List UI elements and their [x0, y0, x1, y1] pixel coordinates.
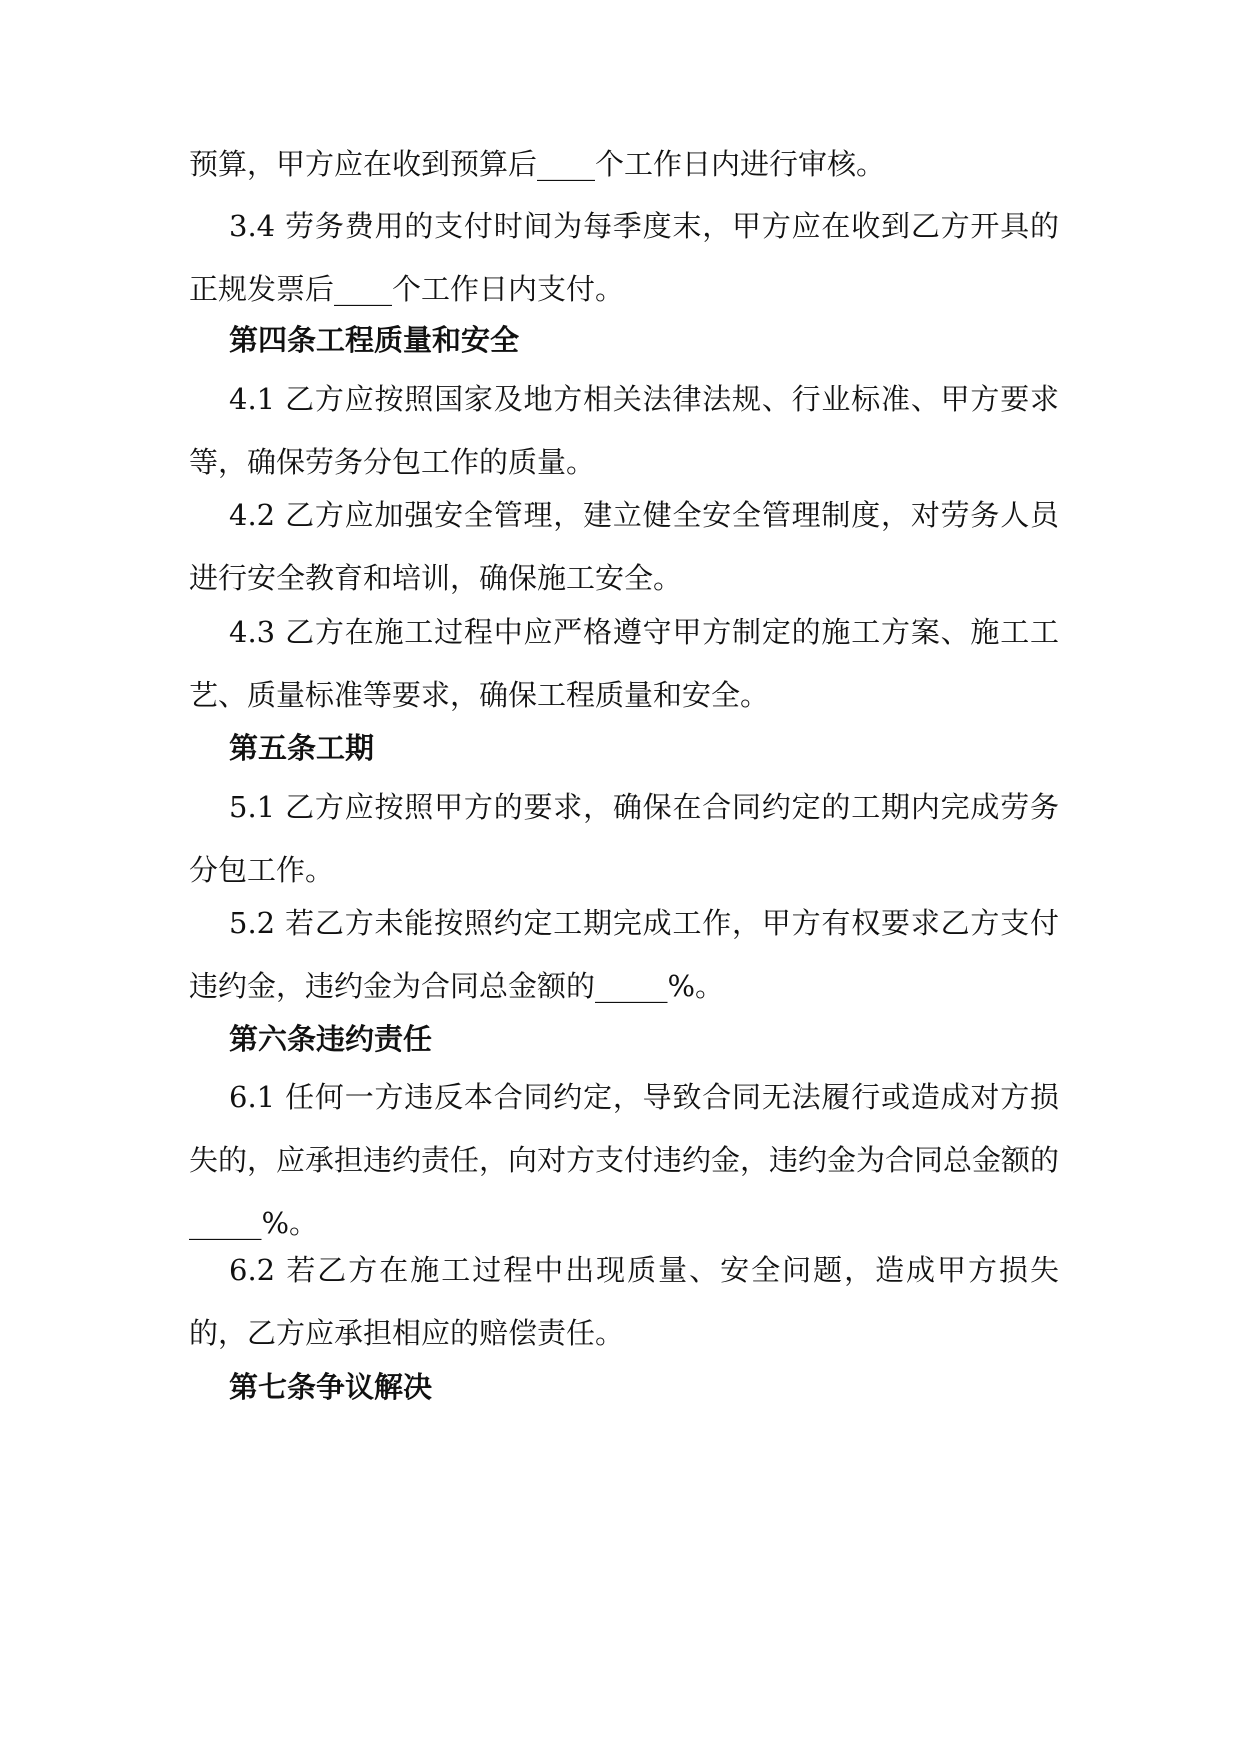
- paragraph-4-2: 4.2 乙方应加强安全管理，建立健全安全管理制度，对劳务人员进行安全教育和培训，确保施工安全。: [189, 498, 1059, 595]
- paragraph-5-2: 5.2 若乙方未能按照约定工期完成工作，甲方有权要求乙方支付违约金，违约金为合同总金额的_____%。: [189, 906, 1059, 1003]
- paragraph-6-2: 6.2 若乙方在施工过程中出现质量、安全问题，造成甲方损失的，乙方应承担相应的赔偿责任。: [189, 1253, 1059, 1350]
- paragraph-5-1: 5.1 乙方应按照甲方的要求，确保在合同约定的工期内完成劳务分包工作。: [189, 790, 1059, 887]
- section-heading-4: 第四条工程质量和安全: [229, 323, 520, 357]
- section-heading-7: 第七条争议解决: [229, 1370, 433, 1404]
- paragraph-3-3-continuation: 预算，甲方应在收到预算后____个工作日内进行审核。: [189, 147, 886, 181]
- paragraph-6-1: 6.1 任何一方违反本合同约定，导致合同无法履行或造成对方损失的，应承担违约责任，向对方支付违约金，违约金为合同总金额的_____%。: [189, 1080, 1060, 1240]
- section-heading-6: 第六条违约责任: [229, 1022, 433, 1056]
- paragraph-4-3: 4.3 乙方在施工过程中应严格遵守甲方制定的施工方案、施工工艺、质量标准等要求，确保工程质量和安全。: [189, 615, 1059, 712]
- paragraph-4-1: 4.1 乙方应按照国家及地方相关法律法规、行业标准、甲方要求等，确保劳务分包工作的质量。: [189, 382, 1059, 479]
- section-heading-5: 第五条工期: [229, 731, 375, 765]
- paragraph-3-4: 3.4 劳务费用的支付时间为每季度末，甲方应在收到乙方开具的正规发票后____个工作日内支付。: [189, 209, 1059, 306]
